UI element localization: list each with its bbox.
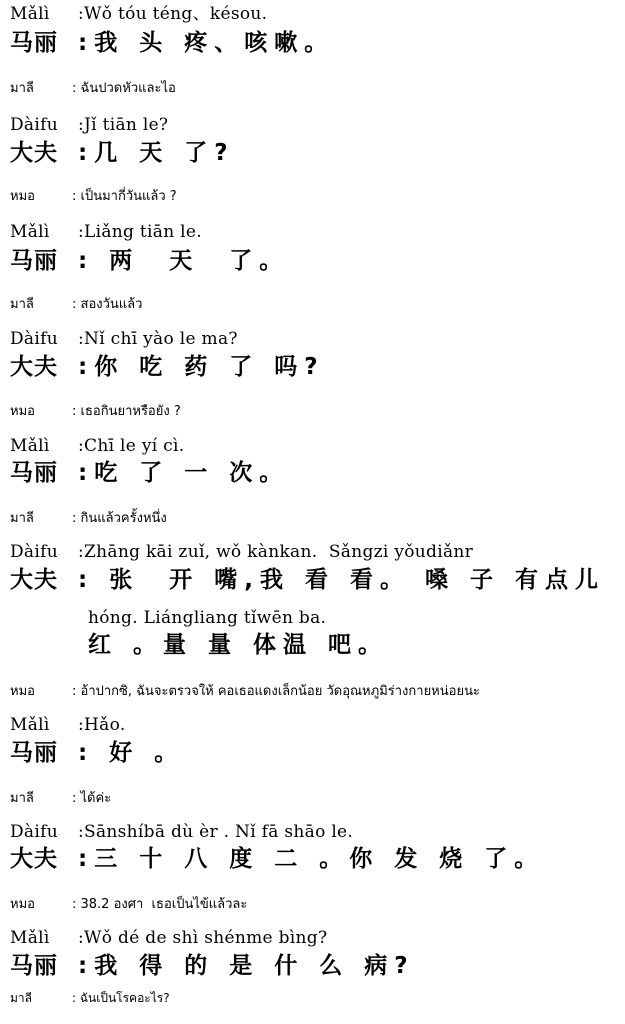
thai-speaker: มาลี [10,81,34,96]
pinyin-speaker: Mǎlì [10,928,50,948]
hanzi-line [10,955,625,978]
pinyin-speaker: Dàifu [10,542,58,562]
thai-line [10,405,625,418]
thai-text: : เป็นมากี่วันแล้ว ? [72,189,177,204]
pinyin-speaker: Mǎlì [10,436,50,456]
pinyin-text: :Sānshíbā dù èr . Nǐ fā shāo le. [78,822,354,842]
pinyin-line [10,331,625,348]
hanzi-speaker: 马丽 [10,248,58,274]
thai-line [10,898,625,911]
hanzi-text: :吃 了 一 次。 [78,460,290,486]
thai-speaker: มาลี [10,791,34,806]
hanzi-line [10,32,625,55]
thai-text: : ฉันปวดหัวและไอ [72,81,176,96]
pinyin-text: :Nǐ chī yào le ma? [78,329,238,349]
hanzi-line [10,142,625,165]
thai-text: : ฉันเป็นโรคอะไร? [72,991,170,1005]
thai-speaker: หมอ [10,189,35,204]
pinyin-text: :Chī le yí cì. [78,436,185,456]
thai-text: : อ้าปากซิ, ฉันจะตรวจให้ คอเธอแดงเล็กน้อย วัดอุณหภูมิร่างกายหน่อยนะ [72,684,480,699]
thai-line [10,190,625,203]
hanzi-text: : 张 开 嘴,我 看 看。 嗓 子 有点儿 [78,567,606,593]
hanzi-text: :我 得 的 是 什 么 病? [78,953,415,979]
thai-speaker: หมอ [10,404,35,419]
pinyin-speaker: Mǎlì [10,715,50,735]
hanzi-line [10,356,625,379]
thai-line [10,82,625,95]
pinyin-text: :Hǎo. [78,715,126,735]
pinyin-continuation: hóng. Liángliang tǐwēn ba. [88,608,327,628]
pinyin-speaker: Dàifu [10,329,58,349]
hanzi-speaker: 大夫 [10,846,58,872]
pinyin-line [10,117,625,134]
pinyin-line [10,544,625,561]
pinyin-speaker: Mǎlì [10,4,50,24]
hanzi-text: :你 吃 药 了 吗? [78,354,325,380]
thai-line [10,512,625,525]
thai-speaker: หมอ [10,897,35,912]
pinyin-line [10,6,625,23]
hanzi-text: : 好 。 [78,740,185,766]
hanzi-speaker: 马丽 [10,460,58,486]
pinyin-line [10,824,625,841]
hanzi-speaker: 大夫 [10,140,58,166]
hanzi-line [10,250,625,273]
pinyin-line [10,438,625,455]
hanzi-text: : 两 天 了。 [78,248,290,274]
thai-speaker: หมอ [10,684,35,699]
pinyin-line [10,224,625,241]
thai-line [10,685,625,698]
hanzi-speaker: 大夫 [10,567,58,593]
thai-text: : 38.2 องศา เธอเป็นไข้แล้วละ [72,897,248,912]
hanzi-line [10,569,625,592]
thai-speaker: มาลี [10,297,34,312]
hanzi-line [10,462,625,485]
pinyin-line [10,717,625,734]
thai-text: : สองวันแล้ว [72,297,143,312]
thai-line [10,792,625,805]
thai-text: : กินแล้วครั้งหนึ่ง [72,511,167,526]
pinyin-text: :Liǎng tiān le. [78,222,202,242]
pinyin-text: :Wǒ tóu téng、késou. [78,4,268,24]
hanzi-continuation: 红 。量 量 体温 吧。 [88,632,389,658]
thai-text: : ได้ค่ะ [72,791,112,806]
pinyin-speaker: Mǎlì [10,222,50,242]
hanzi-text: :我 头 疼、咳嗽。 [78,30,335,56]
hanzi-speaker: 马丽 [10,953,58,979]
thai-text: : เธอกินยาหรือยัง ? [72,404,181,419]
thai-speaker: มาลี [10,991,33,1005]
hanzi-speaker: 马丽 [10,740,58,766]
hanzi-text: :几 天 了? [78,140,235,166]
thai-line [10,298,625,311]
hanzi-speaker: 大夫 [10,354,58,380]
hanzi-line [10,848,625,871]
hanzi-text: :三 十 八 度 二 。你 发 烧 了。 [78,846,545,872]
pinyin-text: :Wǒ dé de shì shénme bìng? [78,928,328,948]
pinyin-speaker: Dàifu [10,822,58,842]
pinyin-text: :Jǐ tiān le? [78,115,169,135]
pinyin-text: :Zhāng kāi zuǐ, wǒ kànkan. Sǎngzi yǒudiǎnr [78,542,474,562]
pinyin-line [10,930,625,947]
thai-line [10,992,625,1004]
thai-speaker: มาลี [10,511,34,526]
hanzi-speaker: 马丽 [10,30,58,56]
hanzi-line [10,742,625,765]
pinyin-speaker: Dàifu [10,115,58,135]
